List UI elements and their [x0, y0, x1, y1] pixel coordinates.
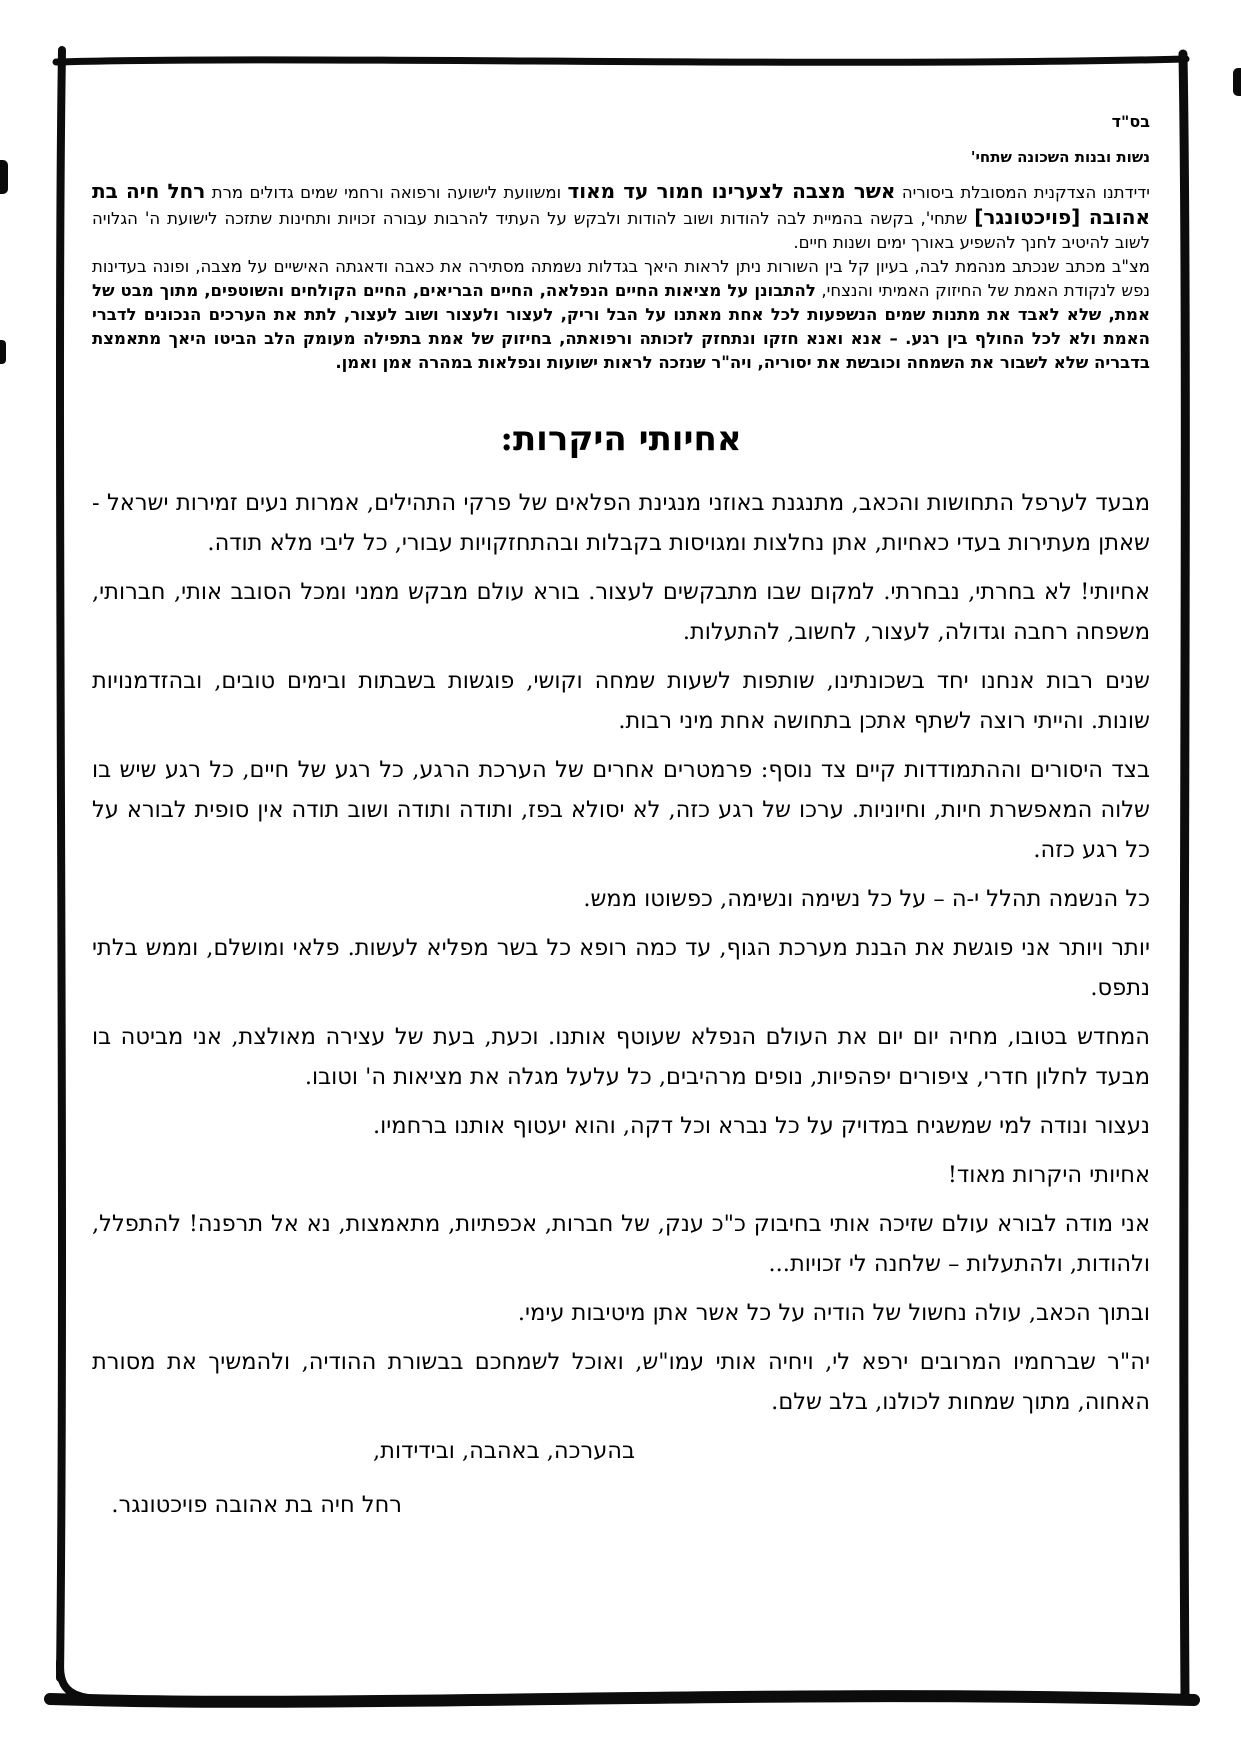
- body-paragraph-3: שנים רבות אנחנו יחד בשכונתינו, שותפות לשעות שמחה וקושי, פוגשות בשבתות ובימים טובים, ובהזדמנויות שונות. והייתי רוצה לשתף אתכן בתחושה אחת מיני רבות.: [92, 668, 1150, 734]
- body-paragraph-8: נעצור ונודה למי שמשגיח במדויק על כל נברא וכל דקה, והוא יעטוף אותנו ברחמיו.: [372, 1113, 1150, 1139]
- border-top: [56, 59, 1186, 62]
- body-paragraph-9: אחיותי היקרות מאוד!: [947, 1162, 1150, 1188]
- body-paragraph-7: המחדש בטובו, מחיה יום יום את העולם הנפלא שעוטף אותנו. וכעת, בעת של עצירה מאולצת, אני מביטה בו מבעד לחלון חדרי, ציפורים יפהפיות, נופים מרהיבים, כל עלעל מגלה את מציאות ה' וטובו.: [92, 1024, 1150, 1090]
- addressee-line: נשות ובנות השכונה שתחי': [970, 148, 1150, 166]
- closing-line: בהערכה, באהבה, ובידידות,: [373, 1438, 635, 1464]
- body-paragraph-5: כל הנשמה תהלל י-ה – על כל נשימה ונשימה, כפשוטו ממש.: [583, 886, 1150, 912]
- scan-artifact-left-mid: [0, 340, 6, 364]
- letter-content: [92, 112, 1150, 1525]
- border-left: [60, 50, 62, 1678]
- intro1-run-2: ומשוועת לישועה ורפואה ורחמי שמים גדולים מרת: [205, 183, 568, 202]
- border-right: [1183, 54, 1185, 1696]
- border-bottom: [50, 1696, 1194, 1702]
- body-paragraph-12: יה"ר שברחמיו המרובים ירפא לי, ויחיה אותי עמו"ש, ואוכל לשמחכם בבשורת ההודיה, ולהמשיך את מסורת האחוה, מתוך שמחות לכולנו, בלב שלם.: [92, 1349, 1150, 1415]
- body-paragraph-11: ובתוך הכאב, עולה נחשול של הודיה על כל אשר אתן מיטיבות עימי.: [517, 1300, 1150, 1326]
- body-paragraph-4: בצד היסורים וההתמודדות קיים צד נוסף: פרמטרים אחרים של הערכת הרגע, כל רגע של חיים, כל רגע שיש בו שלוה המאפשרת חיות, וחיוניות. ערכו של רגע כזה, לא יסולא בפז, ותודה ותודה ושוב תודה אין סופית לבורא על כל רגע כזה.: [92, 757, 1150, 863]
- scan-artifact-right-top: [1233, 68, 1241, 96]
- intro1-run-bold-1: אשר מצבה לצערינו חמור עד מאוד: [567, 179, 896, 203]
- intro1-run-bold-2: רחל חיה בת אהובה [פויכטונגר]: [92, 179, 1151, 229]
- body-paragraph-2: אחיותי! לא בחרתי, נבחרתי. למקום שבו מתבקשים לעצור. בורא עולם מבקש ממני ומכל הסובב אותי, חברותי, משפחה רחבה וגדולה, לעצור, לחשוב, להתעלות.: [92, 579, 1150, 645]
- scan-artifact-left-top: [0, 160, 8, 194]
- intro1-run-1: ידידתנו הצדקנית המסובלת ביסוריה: [895, 183, 1150, 202]
- intro-paragraph-1: [92, 179, 1150, 255]
- body-paragraph-10: אני מודה לבורא עולם שזיכה אותי בחיבוק כ"כ ענק, של חברות, אכפתיות, מתאמצות, נא אל תרפנה! להתפלל, ולהודות, ולהתעלות – שלחנה לי זכויות...: [92, 1211, 1150, 1277]
- bsd-header: בס"ד: [1111, 112, 1150, 131]
- intro-paragraph-2: [92, 255, 1150, 375]
- intro2-run-1: מצ"ב מכתב שנכתב מנהמת לבה, בעיון קל בין השורות ניתן לראות היאך בגדלות נשמתה מסתירה את כאבה ודאגתה האישיים על מצבה, ופונה בעדינות נפש לנקודת האמת של החיזוק האמיתי והנצחי,: [92, 257, 1150, 300]
- body-paragraph-6: יותר ויותר אני פוגשת את הבנת מערכת הגוף, עד כמה רופא כל בשר מפליא לעשות. פלאי ומושלם, וממש בלתי נתפס.: [92, 935, 1150, 1001]
- intro1-run-3: שתחי', בקשה בהמיית לבה להודות ושוב להודות ולבקש על העתיד להרבות עבורה זכויות ותחינות שתזכה לישועת ה' הגלויה לשוב להיטיב לחנך להשפיע באורך ימים ושנות חיים.: [92, 209, 1150, 252]
- signature-line: רחל חיה בת אהובה פויכטונגר.: [111, 1492, 402, 1518]
- letter-title: אחיותי היקרות:: [500, 419, 742, 459]
- border-corner-bottom-left: [60, 1662, 112, 1700]
- intro2-run-bold-1: להתבונן על מציאות החיים הנפלאה, החיים הבריאים, החיים הקולחים והשוטפים, מתוך מבט של אמת, שלא לאבד את מתנות שמים הנשפעות לכל אחת מאתנו על הבל וריק, לעצור ולעצור ושוב לעצור, לתת את הערכים הנכונים לדברי האמת ולא לכל החולף בין רגע. – אנא ואנא חזקו ונתחזק לזכותה ורפואתה, בחיזוק של אמת בתפילה מעומק הלב הביטו היאך מתאמצת בדבריה שלא לשבור את השמחה וכובשת את יסוריה, ויה"ר שנזכה לראות ישועות ונפלאות במהרה אמן ואמן.: [92, 281, 1150, 372]
- body-paragraph-1: מבעד לערפל התחושות והכאב, מתנגנת באוזני מנגינת הפלאים של פרקי התהילים, אמרות נעים זמירות ישראל - שאתן מעתירות בעדי כאחיות, אתן נחלצות ומגויסות בקבלות ובהתחזקויות עבורי, כל ליבי מלא תודה.: [92, 490, 1150, 556]
